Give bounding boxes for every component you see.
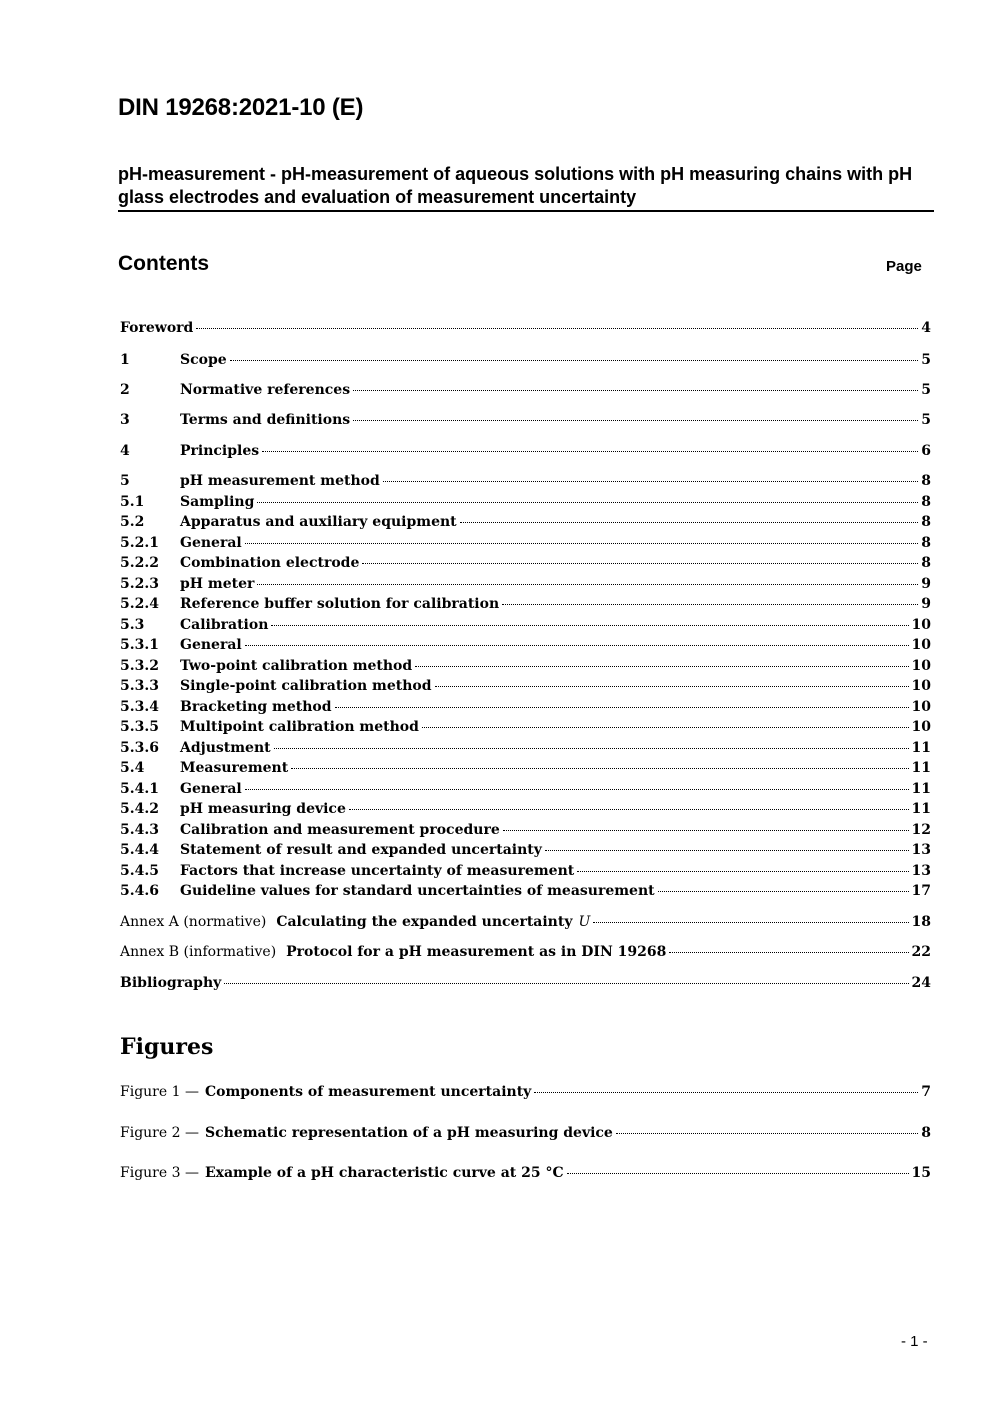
toc-title: General (180, 781, 242, 797)
dot-leader (262, 451, 918, 452)
toc-page: 8 (921, 555, 931, 571)
figure-label: Figure 1 — (120, 1084, 199, 1100)
dot-leader (271, 625, 908, 626)
page-column-label: Page (886, 258, 922, 275)
figure-title: Components of measurement uncertainty (204, 1084, 532, 1100)
toc-number: 5.3.5 (120, 719, 159, 735)
annex-prefix: Annex B (informative) (120, 944, 277, 960)
figure-label: Figure 2 — (120, 1125, 199, 1141)
dot-leader (230, 360, 919, 361)
toc-page: 9 (921, 596, 931, 612)
toc-title: General (180, 637, 242, 653)
toc-page: 9 (921, 576, 931, 592)
figure-label: Figure 3 — (120, 1165, 199, 1181)
toc-entry-4[interactable] (120, 443, 931, 461)
dot-leader (545, 850, 909, 851)
toc-number: 5.3 (120, 617, 145, 633)
toc-title: Bracketing method (180, 699, 332, 715)
dot-leader (349, 809, 909, 810)
toc-title: Foreword (120, 320, 194, 336)
toc-title: Bibliography (120, 975, 222, 991)
figure-entry-1[interactable] (120, 1084, 931, 1102)
toc-number: 5.3.2 (120, 658, 159, 674)
toc-entry-5-3-2[interactable] (120, 658, 931, 676)
toc-page: 8 (921, 514, 931, 530)
toc-number: 5 (120, 473, 130, 489)
toc-title: Statement of result and expanded uncertainty (180, 842, 542, 858)
toc-entry-5-3-6[interactable] (120, 740, 931, 758)
toc-annex-b[interactable] (120, 944, 931, 962)
dot-leader (435, 686, 909, 687)
dot-leader (669, 952, 908, 953)
toc-entry-2[interactable] (120, 382, 931, 400)
dot-leader (245, 645, 909, 646)
dot-leader (616, 1133, 918, 1134)
figures-heading: Figures (120, 1034, 214, 1060)
toc-title: Factors that increase uncertainty of measurement (180, 863, 575, 879)
toc-title: Two-point calibration method (180, 658, 413, 674)
toc-page: 5 (921, 352, 931, 368)
toc-title: pH meter (180, 576, 255, 592)
toc-number: 4 (120, 443, 130, 459)
toc-entry-5-2[interactable] (120, 514, 931, 532)
toc-entry-foreword[interactable] (120, 320, 931, 338)
toc-entry-5-4-3[interactable] (120, 822, 931, 840)
toc-entry-5-4-4[interactable] (120, 842, 931, 860)
toc-entry-5-4[interactable] (120, 760, 931, 778)
toc-page: 15 (911, 1165, 931, 1181)
toc-number: 5.4.6 (120, 883, 159, 899)
toc-page: 10 (911, 658, 931, 674)
dot-leader (422, 727, 909, 728)
toc-number: 1 (120, 352, 130, 368)
toc-page: 10 (911, 699, 931, 715)
annex-title: Calculating the expanded uncertainty (276, 914, 573, 930)
dot-leader (196, 328, 918, 329)
toc-annex-a[interactable] (120, 914, 931, 932)
annex-title: Protocol for a pH measurement as in DIN 19268 (286, 944, 667, 960)
dot-leader (224, 983, 908, 984)
toc-entry-5-1[interactable] (120, 494, 931, 512)
toc-number: 5.3.1 (120, 637, 159, 653)
toc-page: 11 (911, 740, 931, 756)
dot-leader (353, 390, 918, 391)
toc-number: 5.2.2 (120, 555, 159, 571)
toc-title: Adjustment (180, 740, 271, 756)
figure-title: Schematic representation of a pH measuring device (204, 1125, 613, 1141)
toc-entry-5-3-3[interactable] (120, 678, 931, 696)
toc-page: 5 (921, 382, 931, 398)
toc-page: 6 (921, 443, 931, 459)
toc-page: 13 (911, 842, 931, 858)
toc-number: 5.3.6 (120, 740, 159, 756)
toc-title: Normative references (180, 382, 351, 398)
toc-page: 8 (921, 494, 931, 510)
figure-entry-3[interactable] (120, 1165, 931, 1183)
toc-number: 5.4.1 (120, 781, 159, 797)
dot-leader (567, 1173, 909, 1174)
toc-page: 11 (911, 760, 931, 776)
toc-title: Terms and definitions (180, 412, 351, 428)
toc-entry-5-4-1[interactable] (120, 781, 931, 799)
toc-title: Guideline values for standard uncertainties of measurement (180, 883, 655, 899)
toc-title: pH measuring device (180, 801, 346, 817)
toc-entry-5-3[interactable] (120, 617, 931, 635)
toc-entry-5-2-3[interactable] (120, 576, 931, 594)
toc-entry-1[interactable] (120, 352, 931, 370)
toc-number: 5.4 (120, 760, 145, 776)
toc-title: Apparatus and auxiliary equipment (180, 514, 457, 530)
dot-leader (658, 891, 909, 892)
toc-number: 5.1 (120, 494, 145, 510)
toc-page: 10 (911, 617, 931, 633)
toc-title: General (180, 535, 242, 551)
dot-leader (257, 502, 918, 503)
toc-page: 5 (921, 412, 931, 428)
dot-leader (502, 604, 918, 605)
toc-page: 4 (921, 320, 931, 336)
figure-entry-2[interactable] (120, 1125, 931, 1143)
toc-number: 2 (120, 382, 130, 398)
toc-page: 10 (911, 637, 931, 653)
toc-title: Combination electrode (180, 555, 360, 571)
dot-leader (534, 1092, 918, 1093)
dot-leader (335, 707, 909, 708)
toc-page: 17 (911, 883, 931, 899)
toc-entry-5-3-4[interactable] (120, 699, 931, 717)
toc-number: 5.4.2 (120, 801, 159, 817)
dot-leader (353, 420, 918, 421)
toc-title: Multipoint calibration method (180, 719, 419, 735)
dot-leader (291, 768, 908, 769)
dot-leader (245, 789, 909, 790)
toc-title: Calibration and measurement procedure (180, 822, 500, 838)
toc-page: 8 (921, 473, 931, 489)
dot-leader (383, 481, 918, 482)
toc-bibliography[interactable] (120, 975, 931, 993)
toc-page: 7 (921, 1084, 931, 1100)
toc-entry-5-3-1[interactable] (120, 637, 931, 655)
toc-number: 5.2.4 (120, 596, 159, 612)
toc-number: 3 (120, 412, 130, 428)
title-rule (118, 210, 934, 212)
toc-entry-5-4-5[interactable] (120, 863, 931, 881)
dot-leader (257, 584, 918, 585)
document-subtitle: pH-measurement - pH-measurement of aqueous solutions with pH measuring chains with pH glass electrodes and evaluation of measurement uncertainty (118, 164, 913, 207)
toc-title: Reference buffer solution for calibration (180, 596, 500, 612)
toc-page: 13 (911, 863, 931, 879)
toc-title: Measurement (180, 760, 289, 776)
toc-entry-5-3-5[interactable] (120, 719, 931, 737)
dot-leader (415, 666, 908, 667)
toc-entry-5-4-6[interactable] (120, 883, 931, 901)
contents-heading: Contents (118, 252, 209, 275)
toc-title: Sampling (180, 494, 255, 510)
toc-title: Scope (180, 352, 227, 368)
dot-leader (274, 748, 909, 749)
dot-leader (245, 543, 919, 544)
toc-entry-5-4-2[interactable] (120, 801, 931, 819)
toc-page: 24 (911, 975, 931, 991)
toc-number: 5.2.3 (120, 576, 159, 592)
toc-number: 5.4.5 (120, 863, 159, 879)
document-title: DIN 19268:2021-10 (E) (118, 94, 364, 121)
toc-entry-5[interactable] (120, 473, 931, 491)
toc-entry-5-2-4[interactable] (120, 596, 931, 614)
annex-prefix: Annex A (normative) (120, 914, 267, 930)
toc-page: 18 (911, 914, 931, 930)
toc-number: 5.2 (120, 514, 145, 530)
toc-title: pH measurement method (180, 473, 380, 489)
toc-page: 11 (911, 801, 931, 817)
toc-entry-5-2-1[interactable] (120, 535, 931, 553)
toc-number: 5.4.4 (120, 842, 159, 858)
toc-title: Calibration (180, 617, 269, 633)
toc-entry-5-2-2[interactable] (120, 555, 931, 573)
dot-leader (503, 830, 909, 831)
toc-page: 8 (921, 535, 931, 551)
page-number: - 1 - (901, 1333, 928, 1350)
toc-page: 12 (911, 822, 931, 838)
toc-page: 10 (911, 678, 931, 694)
toc-page: 22 (911, 944, 931, 960)
toc-number: 5.4.3 (120, 822, 159, 838)
toc-number: 5.3.4 (120, 699, 159, 715)
toc-page: 10 (911, 719, 931, 735)
toc-title: Principles (180, 443, 260, 459)
dot-leader (593, 922, 908, 923)
toc-entry-3[interactable] (120, 412, 931, 430)
toc-title: Single-point calibration method (180, 678, 432, 694)
toc-number: 5.3.3 (120, 678, 159, 694)
dot-leader (577, 871, 908, 872)
annex-symbol: U (578, 914, 591, 930)
toc-page: 11 (911, 781, 931, 797)
dot-leader (460, 522, 919, 523)
dot-leader (362, 563, 918, 564)
toc-number: 5.2.1 (120, 535, 159, 551)
toc-page: 8 (921, 1125, 931, 1141)
figure-title: Example of a pH characteristic curve at 25 °C (204, 1165, 564, 1181)
